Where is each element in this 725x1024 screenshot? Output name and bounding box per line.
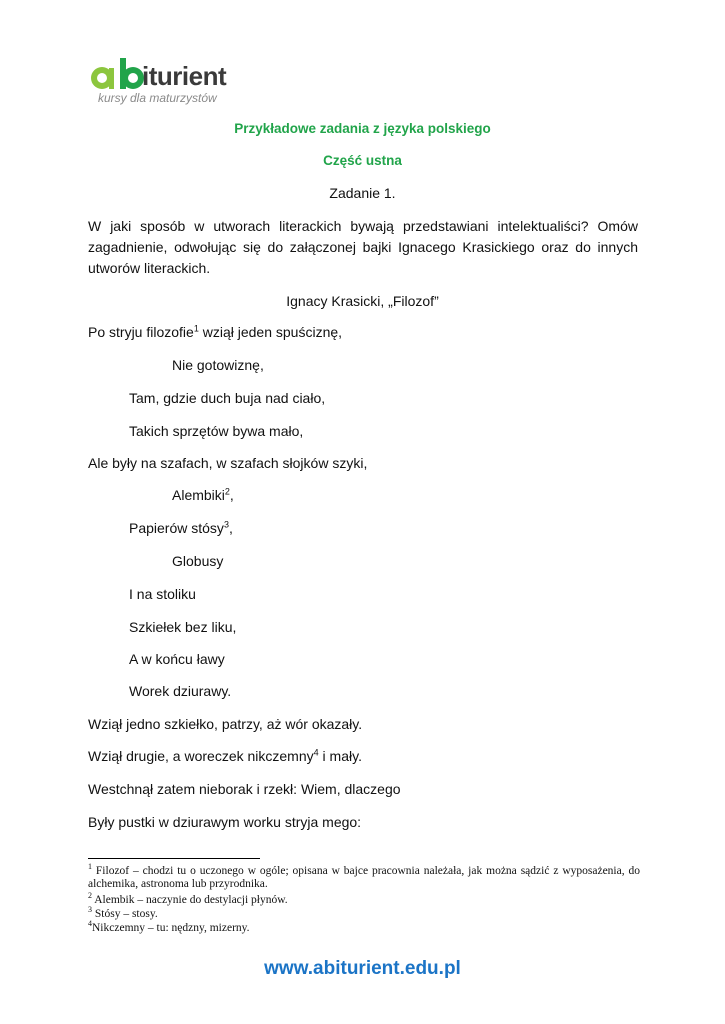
footnote-1: $^1$ Filozof – chodzi tu o uczonego w ogóle; opisana w bajce pracownia należała, jak można sądzić z wyposażenia, do alchemika, astronoma lub przyrodnika. [88,862,641,890]
poem-line-2: Nie gotowiznę, [172,357,264,373]
poem-line-4: Takich sprzętów bywa mało, [129,423,304,439]
footnote-ref-3: 3 [223,519,229,530]
footnote-4: $^4$Nikczemny – tu: nędzny, mizerny. [88,919,250,934]
poem-line-9: I na stoliku [129,586,196,602]
poem-line-12: Worek dziurawy. [129,683,232,699]
footnote-3: $^3$ Stósy – stosy. [88,905,158,920]
footnote-2: $^2$ Alembik – naczynie do destylacji płynów. [88,891,288,906]
poem-line-16: Były pustki w dziurawym worku stryja mego: [88,814,362,830]
footnote-ref-2: 2 [224,486,230,497]
footnote-ref-4: 4 [313,747,319,758]
footnote-separator [88,858,260,859]
section-heading: Część ustna [323,153,402,168]
logo-ab-mark-icon [88,56,148,92]
task-number: Zadanie 1. [329,185,396,201]
poem-line-10: Szkiełek bez liku, [129,619,237,635]
footer-website: www.abiturient.edu.pl [264,958,461,979]
abiturient-logo [88,56,238,106]
poem-line-15: Westchnął zatem nieborak i rzekł: Wiem, dlaczego [88,781,401,797]
poem-line-6: Alembiki$^2$, [172,486,234,503]
task-question: W jaki sposób w utworach literackich bywają przedstawiani intelektualiści? Omów zagadnienie, odwołując się do załączonej bajki Ignacego Krasickiego oraz do innych utworów literackich. [88,218,638,276]
poem-author-title: Ignacy Krasicki, „Filozof” [286,293,439,309]
poem-line-3: Tam, gdzie duch buja nad ciało, [129,390,326,406]
document-title: Przykładowe zadania z języka polskiego [234,121,491,136]
poem-line-11: A w końcu ławy [129,651,225,667]
logo-tagline: kursy dla maturzystów [98,91,217,105]
poem-line-13: Wziął jedno szkiełko, patrzy, aż wór okazały. [88,716,363,732]
poem-line-7: Papierów stósy$^3$, [129,519,233,536]
logo-wordmark: iturient [142,61,227,91]
footnote-ref-1: 1 [193,323,199,334]
poem-line-14: Wziął drugie, a woreczek nikczemny$^4$ i mały. [88,747,362,764]
poem-line-8: Globusy [172,553,224,569]
poem-line-1: Po stryju filozofie$^1$ wziął jeden spuściznę, [88,323,343,340]
poem-line-5: Ale były na szafach, w szafach słojków szyki, [88,455,368,471]
